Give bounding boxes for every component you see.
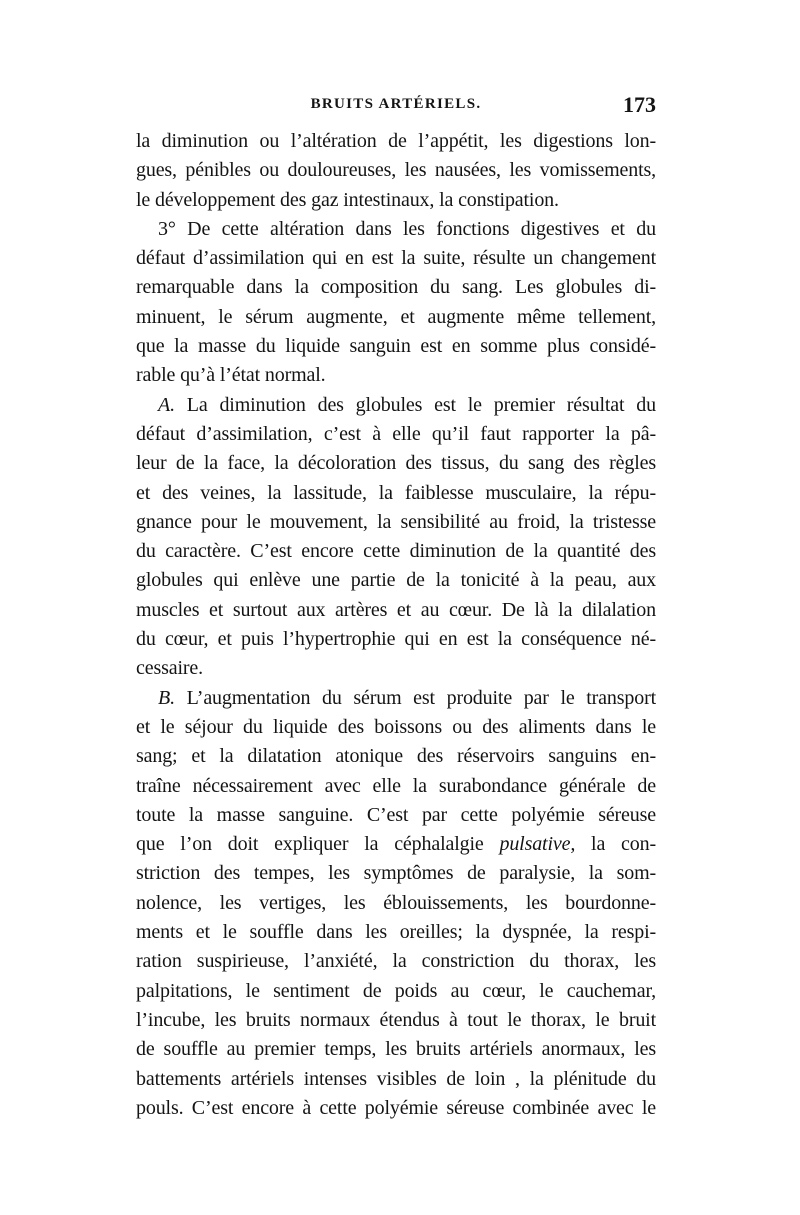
text-line-17: muscles et surtout aux artères et au cœur. De là la dilalation <box>136 598 656 621</box>
text-line-34: pouls. C’est encore à cette polyémie séreuse combinée avec le <box>136 1096 656 1119</box>
italic-word-pulsative: pulsative, <box>499 833 576 856</box>
text-line-1: la diminution ou l’altération de l’appétit, les digestions lon- <box>136 130 656 152</box>
text-line-30: palpitations, le sentiment de poids au cœur, le cauchemar, <box>136 979 656 1002</box>
text-line-19: cessaire. <box>136 657 203 680</box>
text-line-3: le développement des gaz intestinaux, la constipation. <box>136 188 559 211</box>
text-line-5: défaut d’assimilation qui en est la suite, résulte un changement <box>136 247 656 270</box>
text-line-13: et des veines, la lassitude, la faiblesse musculaire, la répu- <box>136 481 656 504</box>
body-text <box>136 127 656 1123</box>
text-line-22: sang; et la dilatation atonique des réservoirs sanguins en- <box>136 745 656 768</box>
section-marker-b: B. <box>158 686 187 709</box>
text-line-14: gnance pour le mouvement, la sensibilité au froid, la tristesse <box>136 510 656 533</box>
text-line-2: gues, pénibles ou douloureuses, les nausées, les vomissements, <box>136 159 656 182</box>
text-line-10: A. La diminution des globules est le premier résultat du <box>158 393 656 416</box>
text-line-27: nolence, les vertiges, les éblouissements, les bourdonne- <box>136 891 656 914</box>
text-line-28: ments et le souffle dans les oreilles; la dyspnée, la respi- <box>136 921 656 944</box>
text-line-4: 3° De cette altération dans les fonctions digestives et du <box>158 217 656 240</box>
text-line-20: B. L’augmentation du sérum est produite par le transport <box>158 686 656 709</box>
text-line-7: minuent, le sérum augmente, et augmente même tellement, <box>136 305 656 328</box>
text-line-15: du caractère. C’est encore cette diminution de la quantité des <box>136 540 656 563</box>
text-line-24: toute la masse sanguine. C’est par cette polyémie séreuse <box>136 803 656 826</box>
text-line-9: rable qu’à l’état normal. <box>136 364 326 387</box>
text-line-21: et le séjour du liquide des boissons ou des aliments dans le <box>136 715 656 738</box>
text-line-6: remarquable dans la composition du sang. Les globules di- <box>136 276 656 299</box>
text-line-32: de souffle au premier temps, les bruits artériels anormaux, les <box>136 1038 656 1061</box>
section-marker-a: A. <box>158 393 187 416</box>
running-head <box>136 92 656 122</box>
text-line-31: l’incube, les bruits normaux étendus à tout le thorax, le bruit <box>136 1008 656 1031</box>
text-line-25: que l’on doit expliquer la céphalalgie pulsative, la con- <box>136 833 656 856</box>
text-line-29: ration suspirieuse, l’anxiété, la constriction du thorax, les <box>136 950 656 973</box>
page-number: 173 <box>623 92 656 117</box>
text-line-16: globules qui enlève une partie de la tonicité à la peau, aux <box>136 569 656 592</box>
running-title: BRUITS ARTÉRIELS. <box>310 96 482 112</box>
text-line-11: défaut d’assimilation, c’est à elle qu’il faut rapporter la pâ- <box>136 422 656 445</box>
text-line-23: traîne nécessairement avec elle la surabondance générale de <box>136 774 656 797</box>
text-line-12: leur de la face, la décoloration des tissus, du sang des règles <box>136 452 656 475</box>
text-line-8: que la masse du liquide sanguin est en somme plus considé- <box>136 335 656 358</box>
text-line-18: du cœur, et puis l’hypertrophie qui en est la conséquence né- <box>136 628 656 651</box>
section-number-3: 3° <box>158 217 188 240</box>
text-line-33: battements artériels intenses visibles de loin , la plénitude du <box>136 1067 656 1090</box>
text-line-26: striction des tempes, les symptômes de paralysie, la som- <box>136 862 656 885</box>
